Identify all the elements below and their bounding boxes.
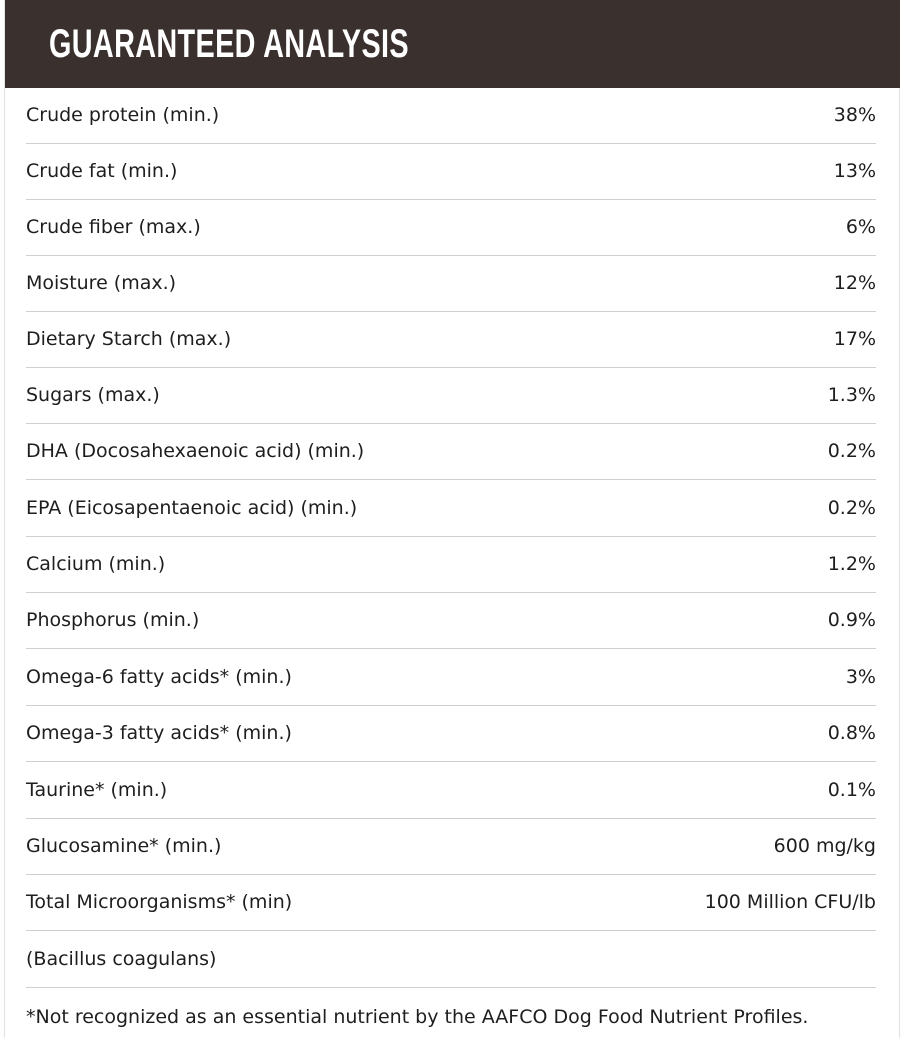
nutrient-value: 1.3% — [827, 384, 876, 406]
nutrient-label: Calcium (min.) — [26, 553, 166, 575]
table-row — [26, 144, 876, 200]
table-row — [26, 368, 876, 424]
nutrient-label: Glucosamine* (min.) — [26, 835, 222, 857]
nutrient-value: 17% — [833, 328, 876, 350]
nutrient-label: Crude fat (min.) — [26, 160, 178, 182]
nutrient-value: 38% — [833, 104, 876, 126]
nutrient-value: 12% — [833, 272, 876, 294]
nutrient-value: 0.2% — [827, 497, 876, 519]
page-title: GUARANTEED ANALYSIS — [49, 22, 409, 66]
nutrient-value: 600 mg/kg — [773, 835, 876, 857]
table-row — [26, 424, 876, 480]
nutrient-value: 0.1% — [827, 779, 876, 801]
table-row — [26, 763, 876, 819]
nutrient-label: Sugars (max.) — [26, 384, 160, 406]
nutrient-value: 6% — [845, 216, 876, 238]
nutrient-value: 13% — [833, 160, 876, 182]
table-row — [26, 819, 876, 875]
nutrient-label: Taurine* (min.) — [26, 779, 168, 801]
footnote: *Not recognized as an essential nutrient by the AAFCO Dog Food Nutrient Profiles. — [26, 1006, 809, 1028]
nutrient-label: Omega-3 fatty acids* (min.) — [26, 722, 292, 744]
nutrient-value: 0.2% — [827, 440, 876, 462]
table-row — [26, 256, 876, 312]
table-row — [26, 481, 876, 537]
nutrient-value: 1.2% — [827, 553, 876, 575]
table-row — [26, 88, 876, 144]
table-row — [26, 537, 876, 593]
table-row — [26, 200, 876, 256]
nutrient-value: 100 Million CFU/lb — [704, 891, 876, 913]
nutrient-label: DHA (Docosahexaenoic acid) (min.) — [26, 440, 365, 462]
header-bar — [5, 0, 900, 88]
nutrient-label: Crude fiber (max.) — [26, 216, 201, 238]
nutrient-label: Total Microorganisms* (min) — [26, 891, 293, 913]
table-row — [26, 593, 876, 649]
nutrient-value: 0.9% — [827, 609, 876, 631]
nutrient-value: 0.8% — [827, 722, 876, 744]
nutrient-label: Phosphorus (min.) — [26, 609, 200, 631]
nutrient-label: Crude protein (min.) — [26, 104, 220, 126]
table-row — [26, 650, 876, 706]
table-row — [26, 875, 876, 931]
guaranteed-analysis-panel — [4, 0, 900, 1038]
nutrient-label: Moisture (max.) — [26, 272, 177, 294]
nutrient-value: 3% — [845, 666, 876, 688]
table-row — [26, 932, 876, 988]
nutrient-label: Dietary Starch (max.) — [26, 328, 232, 350]
table-row — [26, 312, 876, 368]
nutrient-label: EPA (Eicosapentaenoic acid) (min.) — [26, 497, 358, 519]
table-row — [26, 706, 876, 762]
nutrient-label: Omega-6 fatty acids* (min.) — [26, 666, 292, 688]
nutrient-label: (Bacillus coagulans) — [26, 948, 217, 970]
